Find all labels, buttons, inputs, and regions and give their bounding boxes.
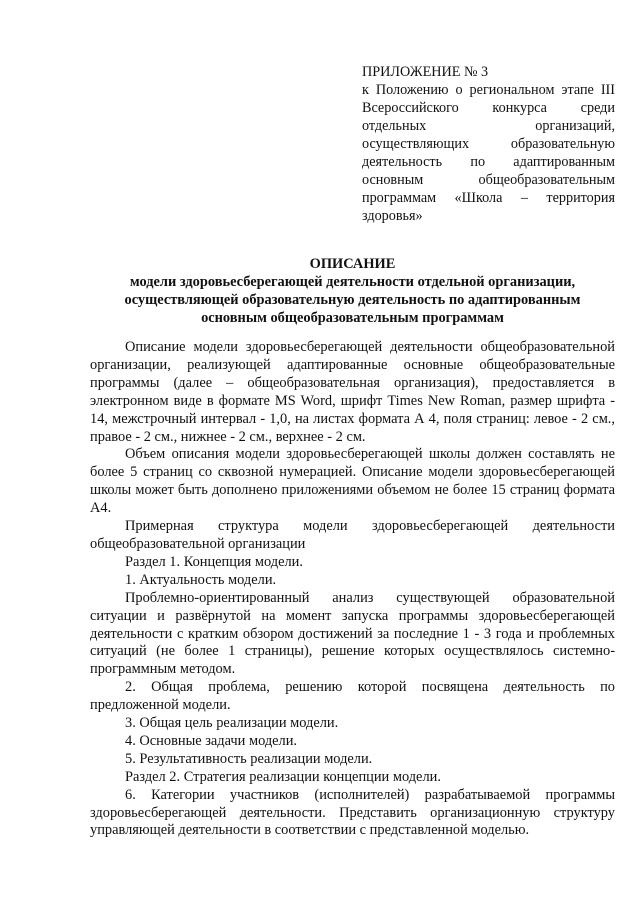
- appendix-text: к Положению о региональном этапе III Всероссийского конкурса среди отдельных организаций, осуществляющих образовательную деятельность по адаптированным основным общеобразовательным программам «Школа – территория здоровья»: [362, 82, 615, 224]
- paragraph-analysis: Проблемно-ориентированный анализ существующей образовательной ситуации и развёрнутой на момент запуска программы здоровьесберегающей деятельности с кратким обзором достижений за последние 1 - 3 года и проблемных ситуаций (не более 1 страницы), решение которых осуществлялось системно-программным методом.: [90, 589, 615, 678]
- paragraph-volume: Объем описания модели здоровьесберегающей школы должен составлять не более 5 страниц со сквозной нумерацией. Описание модели здоровьесберегающей школы может быть дополнено приложениями объемом не более 15 страниц формата А4.: [90, 446, 615, 517]
- paragraph-item-3: 3. Общая цель реализации модели.: [125, 715, 339, 732]
- paragraph-item-6: 6. Категории участников (исполнителей) разрабатываемой программы здоровьесберегающей деятельности. Представить организационную структуру управляющей деятельности в соответствии с представленной моделью.: [90, 786, 615, 839]
- document-heading: [90, 255, 615, 327]
- paragraph-item-2: 2. Общая проблема, решению которой посвящена деятельность по предложенной модели.: [90, 679, 615, 714]
- paragraph-item-4: 4. Основные задачи модели.: [125, 732, 298, 749]
- appendix-title: ПРИЛОЖЕНИЕ № 3: [362, 64, 489, 80]
- heading-title: ОПИСАНИЕ: [309, 256, 396, 272]
- heading-subtitle: модели здоровьесберегающей деятельности отдельной организации, осуществляющей образовательную деятельность по адаптированным основным общеобразовательным программам: [124, 274, 581, 326]
- appendix-block: [362, 63, 615, 225]
- paragraph-item-1: 1. Актуальность модели.: [125, 571, 277, 588]
- document-body: [90, 339, 615, 840]
- paragraph-section-1: Раздел 1. Концепция модели.: [125, 553, 303, 570]
- paragraph-item-5: 5. Результативность реализации модели.: [125, 750, 373, 767]
- paragraph-format-requirements: Описание модели здоровьесберегающей деятельности общеобразовательной организации, реализующей адаптированные основные общеобразовательные программы (далее – общеобразовательная организация), предоставляется в электронном виде в формате MS Word, шрифт Times New Roman, размер шрифта - 14, межстрочный интервал - 1,0, на листах формата А 4, поля страниц: левое - 2 см., правое - 2 см., нижнее - 2 см., верхнее - 2 см.: [90, 339, 615, 445]
- paragraph-section-2: Раздел 2. Стратегия реализации концепции модели.: [125, 768, 441, 785]
- paragraph-structure-intro: Примерная структура модели здоровьесберегающей деятельности общеобразовательной организации: [90, 518, 615, 552]
